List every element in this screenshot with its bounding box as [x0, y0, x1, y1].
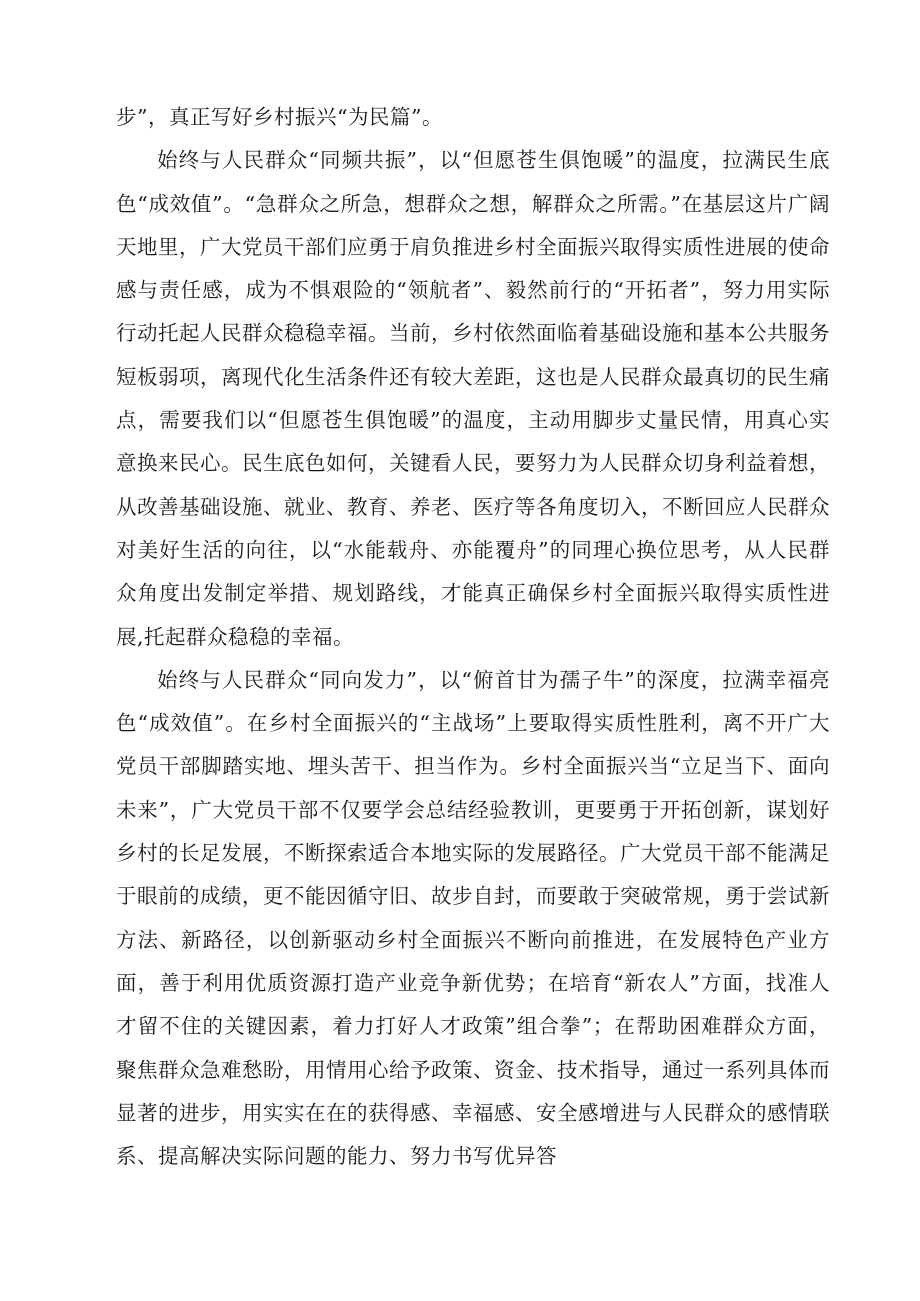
paragraph-people-happiness: 始终与人民群众“同向发力”，以“俯首甘为孺子牛”的深度，拉满幸福亮色“成效值”。在乡村全面振兴的“主战场”上要取得实质性胜利，离不开广大党员干部脚踏实地、埋头苦干、担当作为。乡村全面振兴当“立足当下、面向未来”，广大党员干部不仅要学会总结经验教训，更要勇于开拓创新，谋划好乡村的长足发展，不断探索适合本地实际的发展路径。广大党员干部不能满足于眼前的成绩，更不能因循守旧、故步自封，而要敢于突破常规，勇于尝试新方法、新路径，以创新驱动乡村全面振兴不断向前推进，在发展特色产业方面，善于利用优质资源打造产业竞争新优势；在培育“新农人”方面，找准人才留不住的关键因素，着力打好人才政策”组合拳”；在帮助困难群众方面，聚焦群众急难愁盼，用情用心给予政策、资金、技术指导，通过一系列具体而显著的进步，用实实在在的获得感、幸福感、安全感增进与人民群众的感情联系、提高解决实际问题的能力、努力书写优异答 [116, 667, 830, 1169]
paragraph-people-livelihood: 始终与人民群众“同频共振”，以“但愿苍生俱饱暖”的温度，拉满民生底色“成效值”。“急群众之所急，想群众之想，解群众之所需。”在基层这片广阔天地里，广大党员干部们应勇于肩负推进乡村全面振兴取得实质性进展的使命感与责任感，成为不惧艰险的“领航者”、毅然前行的“开拓者”，努力用实际行动托起人民群众稳稳幸福。当前，乡村依然面临着基础设施和基本公共服务短板弱项，离现代化生活条件还有较大差距，这也是人民群众最真切的民生痛点，需要我们以“但愿苍生俱饱暖”的温度，主动用脚步丈量民情，用真心实意换来民心。民生底色如何，关键看人民，要努力为人民群众切身利益着想，从改善基础设施、就业、教育、养老、医疗等各角度切入，不断回应人民群众对美好生活的向往，以“水能载舟、亦能覆舟”的同理心换位思考，从人民群众角度出发制定举措、规划路线，才能真正确保乡村全面振兴取得实质性进展,托起群众稳稳的幸福。 [116, 148, 830, 649]
paragraph-continuation: 步”，真正写好乡村振兴“为民篇”。 [116, 105, 443, 129]
document-body [116, 96, 830, 1178]
